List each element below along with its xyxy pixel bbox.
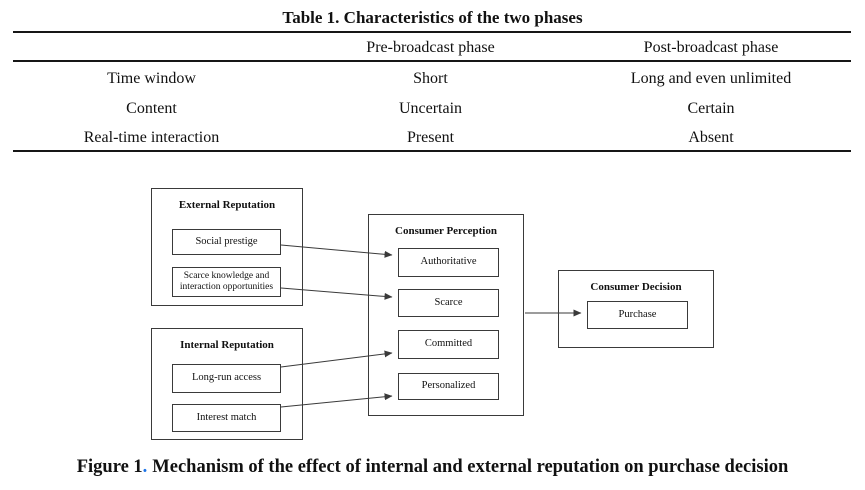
row-label: Real-time interaction bbox=[83, 129, 220, 146]
authoritative-box: Authoritative bbox=[398, 248, 499, 277]
table-rule-bottom bbox=[13, 150, 851, 152]
consumer-perception-title: Consumer Perception bbox=[395, 225, 497, 237]
internal-reputation-box bbox=[151, 328, 303, 440]
row-label: Time window bbox=[107, 70, 196, 87]
committed-box: Committed bbox=[398, 330, 499, 359]
social-prestige-box: Social prestige bbox=[172, 229, 281, 255]
consumer-perception-box bbox=[368, 214, 524, 416]
table-title: Table 1. Characteristics of the two phases bbox=[282, 8, 583, 27]
table-header-blank bbox=[13, 37, 290, 59]
table-row bbox=[13, 98, 851, 120]
purchase-box: Purchase bbox=[587, 301, 688, 329]
row-post-value: Certain bbox=[687, 100, 735, 117]
table-header-pre-broadcast: Pre-broadcast phase bbox=[366, 39, 495, 56]
internal-reputation-title: Internal Reputation bbox=[180, 339, 274, 351]
table-row bbox=[13, 68, 851, 90]
table-header-row bbox=[13, 37, 851, 59]
consumer-decision-title: Consumer Decision bbox=[590, 281, 682, 293]
long-run-access-box: Long-run access bbox=[172, 364, 281, 393]
scarce-knowledge-box: Scarce knowledge and interaction opportunities bbox=[172, 267, 281, 297]
table-rule-mid bbox=[13, 60, 851, 62]
table-rule-top bbox=[13, 31, 851, 33]
row-pre-value: Uncertain bbox=[398, 100, 463, 117]
figure-caption-label: Figure 1 bbox=[76, 457, 143, 477]
row-post-value: Absent bbox=[688, 129, 734, 146]
external-reputation-title: External Reputation bbox=[178, 199, 276, 211]
row-label: Content bbox=[126, 100, 177, 117]
row-pre-value: Present bbox=[406, 129, 455, 146]
table-row bbox=[13, 127, 851, 149]
interest-match-box: Interest match bbox=[172, 404, 281, 432]
row-pre-value: Short bbox=[413, 70, 448, 87]
figure-caption-dot: . bbox=[142, 457, 148, 477]
personalized-box: Personalized bbox=[398, 373, 499, 400]
figure-caption-text: Mechanism of the effect of internal and external reputation on purchase decision bbox=[152, 457, 789, 477]
external-reputation-box bbox=[151, 188, 303, 306]
scarce-box: Scarce bbox=[398, 289, 499, 317]
figure-caption bbox=[0, 457, 865, 478]
row-post-value: Long and even unlimited bbox=[630, 70, 792, 87]
consumer-decision-box bbox=[558, 270, 714, 348]
table-header-post-broadcast: Post-broadcast phase bbox=[643, 39, 779, 56]
